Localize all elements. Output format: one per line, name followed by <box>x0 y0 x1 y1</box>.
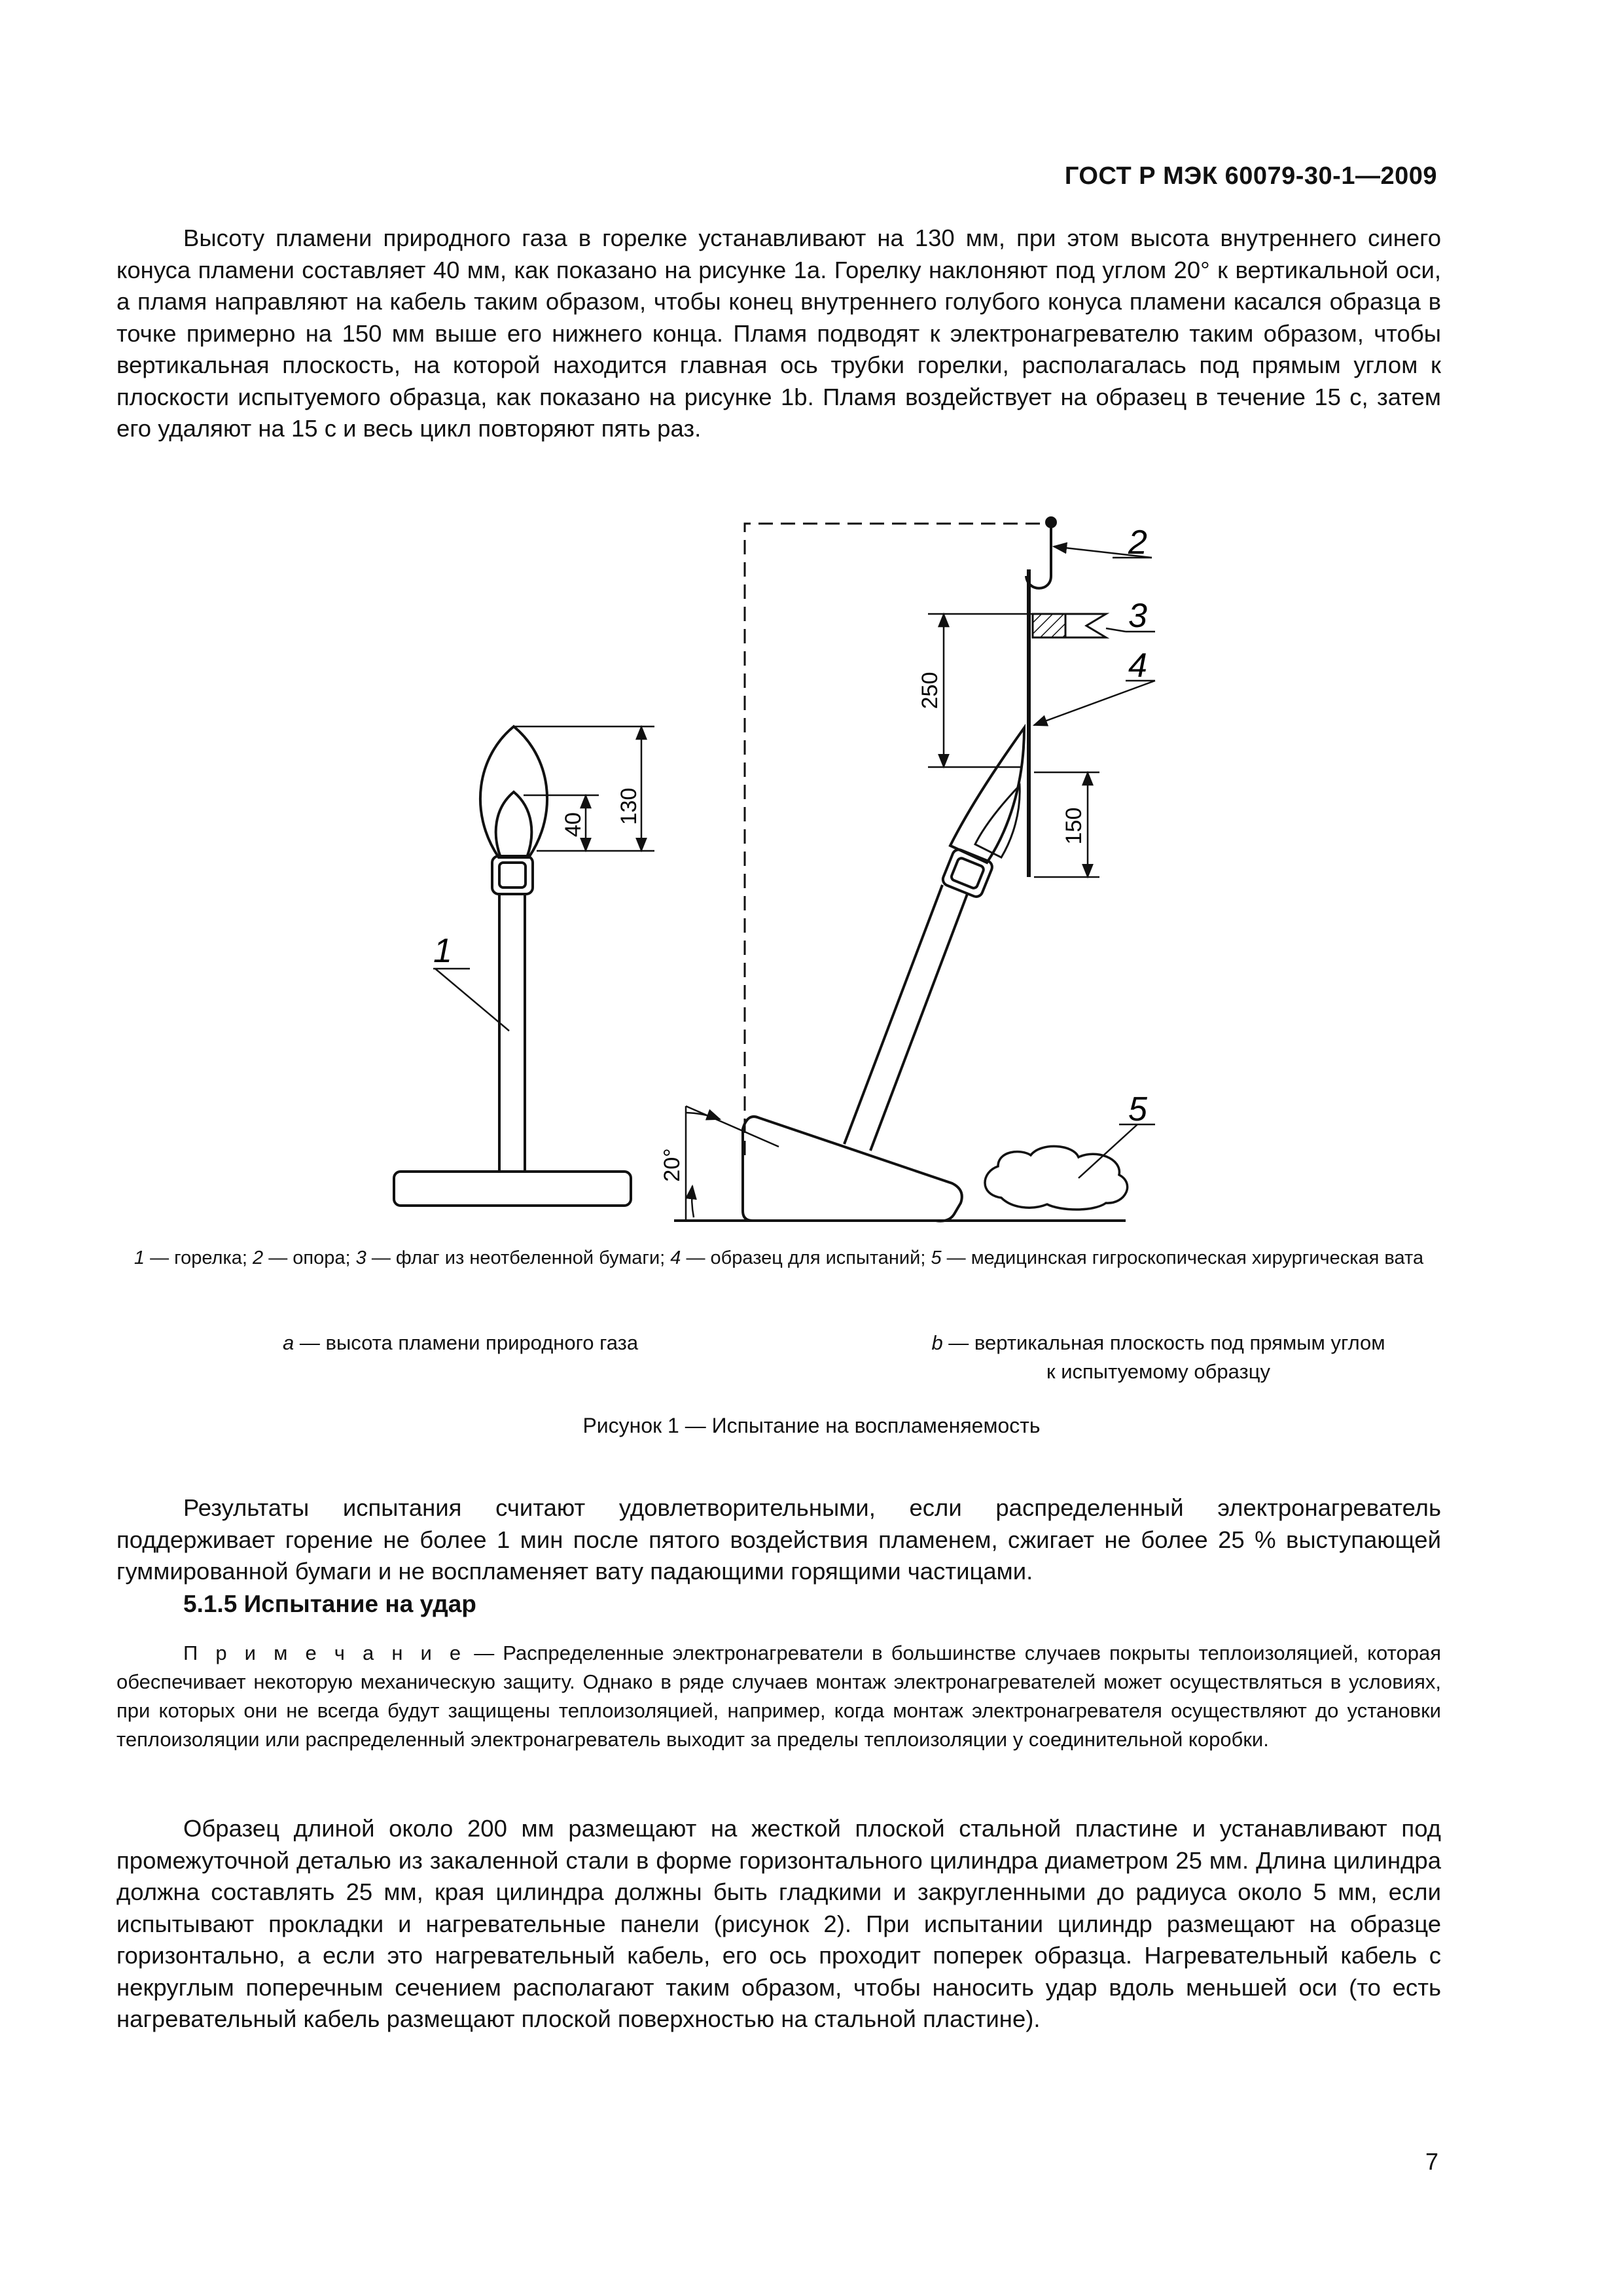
note-text: — Распределенные электронагреватели в большинстве случаев покрыты теплоизоляцией, которая обеспечивает некоторую механическую защиту. Однако в ряде случаев монтаж электронагревателей может осуществляться в условиях, при которых они не всегда будут защищены теплоизоляцией, например, когда монтаж электронагревателя осуществляют до установки теплоизоляции или распределенный электронагреватель выходит за пределы теплоизоляции у соединительной коробки. <box>116 1641 1441 1751</box>
test-setup-figure-b <box>674 518 1155 1221</box>
label-5: 5 <box>1128 1090 1147 1128</box>
inner-flame-cone <box>496 792 532 857</box>
paper-flag <box>1033 614 1065 637</box>
burner-base <box>394 1172 631 1206</box>
page-number: 7 <box>1425 2148 1438 2175</box>
note-label: П р и м е ч а н и е <box>183 1641 466 1664</box>
paragraph-text: Высоту пламени природного газа в горелке устанавливают на 130 мм, при этом высота внутреннего синего конуса пламени составляет 40 мм, как показано на рисунке 1а. Горелку наклоняют под углом 20° к вертикальной оси, а пламя направляют на кабель таким образом, чтобы конец внутреннего голубого конуса пламени касался образца в точке примерно на 150 мм выше его нижнего конца. Пламя подводят к электронагревателю таким образом, чтобы вертикальная плоскость, на которой находится главная ось трубки горелки, располагалась под прямым углом к плоскости испытуемого образца, как показано на рисунке 1b. Пламя воздействует на образец в течение 15 с, затем его удаляют на 15 с и весь цикл повторяют пять раз. <box>116 224 1441 442</box>
dim-250-label: 250 <box>918 672 942 709</box>
caption-b: b — вертикальная плоскость под прямым углом к испытуемому образцу <box>931 1331 1385 1383</box>
label-2: 2 <box>1128 524 1147 562</box>
vertical-plane-dashed <box>745 524 1050 1155</box>
paragraph-flame-setup <box>116 223 1441 445</box>
paragraph-text: Образец длиной около 200 мм размещают на жесткой плоской стальной пластине и устанавливают под промежуточной деталью из закаленной стали в форме горизонтального цилиндра диаметром 25 мм. Длина цилиндра должна составлять 25 мм, края цилиндра должны быть гладкими и закругленными до радиуса около 5 мм, если испытывают прокладки и нагревательные панели (рисунок 2). При испытании цилиндр размещают на образце горизонтально, а если это нагревательный кабель, его ось проходит поперек образца. Нагревательный кабель с некруглым поперечным сечением располагают таким образом, чтобы наносить удар вдоль меньшей оси (то есть нагревательный кабель размещают плоской поверхностью на стальной пластине). <box>116 1815 1441 2032</box>
section-heading: 5.1.5 Испытание на удар <box>183 1590 476 1617</box>
label-1: 1 <box>433 932 452 970</box>
document-header: ГОСТ Р МЭК 60079-30-1—2009 <box>1064 162 1437 190</box>
paragraph-impact-test <box>116 1813 1441 2036</box>
figure-title: Рисунок 1 — Испытание на воспламеняемость <box>582 1414 1041 1437</box>
caption-a: а — высота пламени природного газа <box>283 1331 639 1354</box>
label-3: 3 <box>1128 597 1147 635</box>
figure-1-flammability-test <box>0 497 1623 1244</box>
note-block <box>116 1639 1441 1754</box>
dim-150-label: 150 <box>1061 807 1086 845</box>
paragraph-results <box>116 1492 1441 1588</box>
angle-20-label: 20° <box>660 1148 685 1182</box>
cotton-wool <box>985 1146 1128 1210</box>
figure-legend: 1 — горелка; 2 — опора; 3 — флаг из неотбеленной бумаги; 4 — образец для испытаний; 5 — медицинская гигроскопическая хирургическая вата <box>134 1247 1424 1268</box>
paragraph-text: Результаты испытания считают удовлетворительными, если распределенный электронагреватель поддерживает горение не более 1 мин после пятого воздействия пламенем, сжигает не более 25 % выступающей гуммированной бумаги и не воспламеняет вату падающими горящими частицами. <box>116 1494 1441 1585</box>
dim-130-label: 130 <box>616 787 641 825</box>
inclined-flame <box>950 728 1024 863</box>
dim-40-label: 40 <box>561 812 586 837</box>
inclined-burner-base <box>743 1117 962 1221</box>
label-4: 4 <box>1128 647 1147 685</box>
